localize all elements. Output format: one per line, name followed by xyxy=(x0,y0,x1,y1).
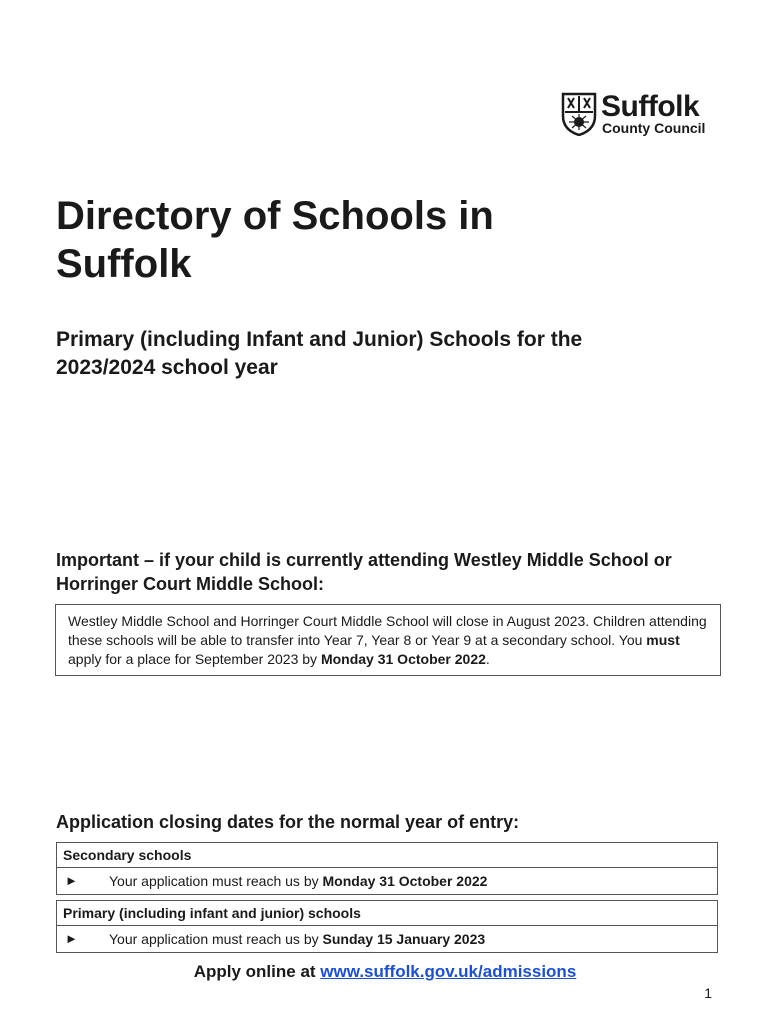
secondary-schools-box xyxy=(56,842,718,895)
notice-text-3: . xyxy=(485,651,490,667)
secondary-deadline-text xyxy=(109,868,487,894)
suffolk-crest-icon xyxy=(560,92,598,136)
secondary-deadline-row xyxy=(57,868,717,894)
page-number: 1 xyxy=(704,985,712,1001)
page-subtitle: Primary (including Infant and Junior) Schools for the 2023/2024 school year xyxy=(56,328,583,379)
primary-schools-label: Primary (including infant and junior) schools xyxy=(57,901,717,926)
notice-bold-date: Monday 31 October 2022 xyxy=(320,651,486,667)
deadline-prefix: Your application must reach us by xyxy=(109,931,323,947)
logo-name: Suffolk xyxy=(601,90,700,123)
primary-deadline-date: Sunday 15 January 2023 xyxy=(322,931,486,947)
primary-schools-box xyxy=(56,900,718,953)
primary-deadline-text xyxy=(109,926,485,952)
admissions-link[interactable]: www.suffolk.gov.uk/admissions xyxy=(320,962,577,981)
important-heading: Important – if your child is currently attending Westley Middle School or Horringer Court Middle School: xyxy=(56,550,672,594)
logo-subtitle: County Council xyxy=(602,120,706,136)
closure-notice xyxy=(55,604,721,676)
notice-text-1: Westley Middle School and Horringer Court Middle School will close in August 2023. Children attending these schools will be able to transfer into Year 7, Year 8 or Year 9 at a secondary school. You xyxy=(68,613,707,648)
deadline-prefix: Your application must reach us by xyxy=(109,873,323,889)
suffolk-logo xyxy=(560,92,720,140)
notice-bold-must: must xyxy=(646,632,680,648)
closing-dates-heading: Application closing dates for the normal year of entry: xyxy=(56,812,520,832)
page-title: Directory of Schools in Suffolk xyxy=(56,194,494,286)
arrow-right-icon: ► xyxy=(65,873,78,888)
notice-text-2: apply for a place for September 2023 by xyxy=(68,651,321,667)
apply-prefix: Apply online at xyxy=(193,962,321,981)
apply-online xyxy=(0,962,770,982)
primary-deadline-row xyxy=(57,926,717,952)
arrow-right-icon: ► xyxy=(65,931,78,946)
secondary-deadline-date: Monday 31 October 2022 xyxy=(322,873,488,889)
secondary-schools-label: Secondary schools xyxy=(57,843,717,868)
